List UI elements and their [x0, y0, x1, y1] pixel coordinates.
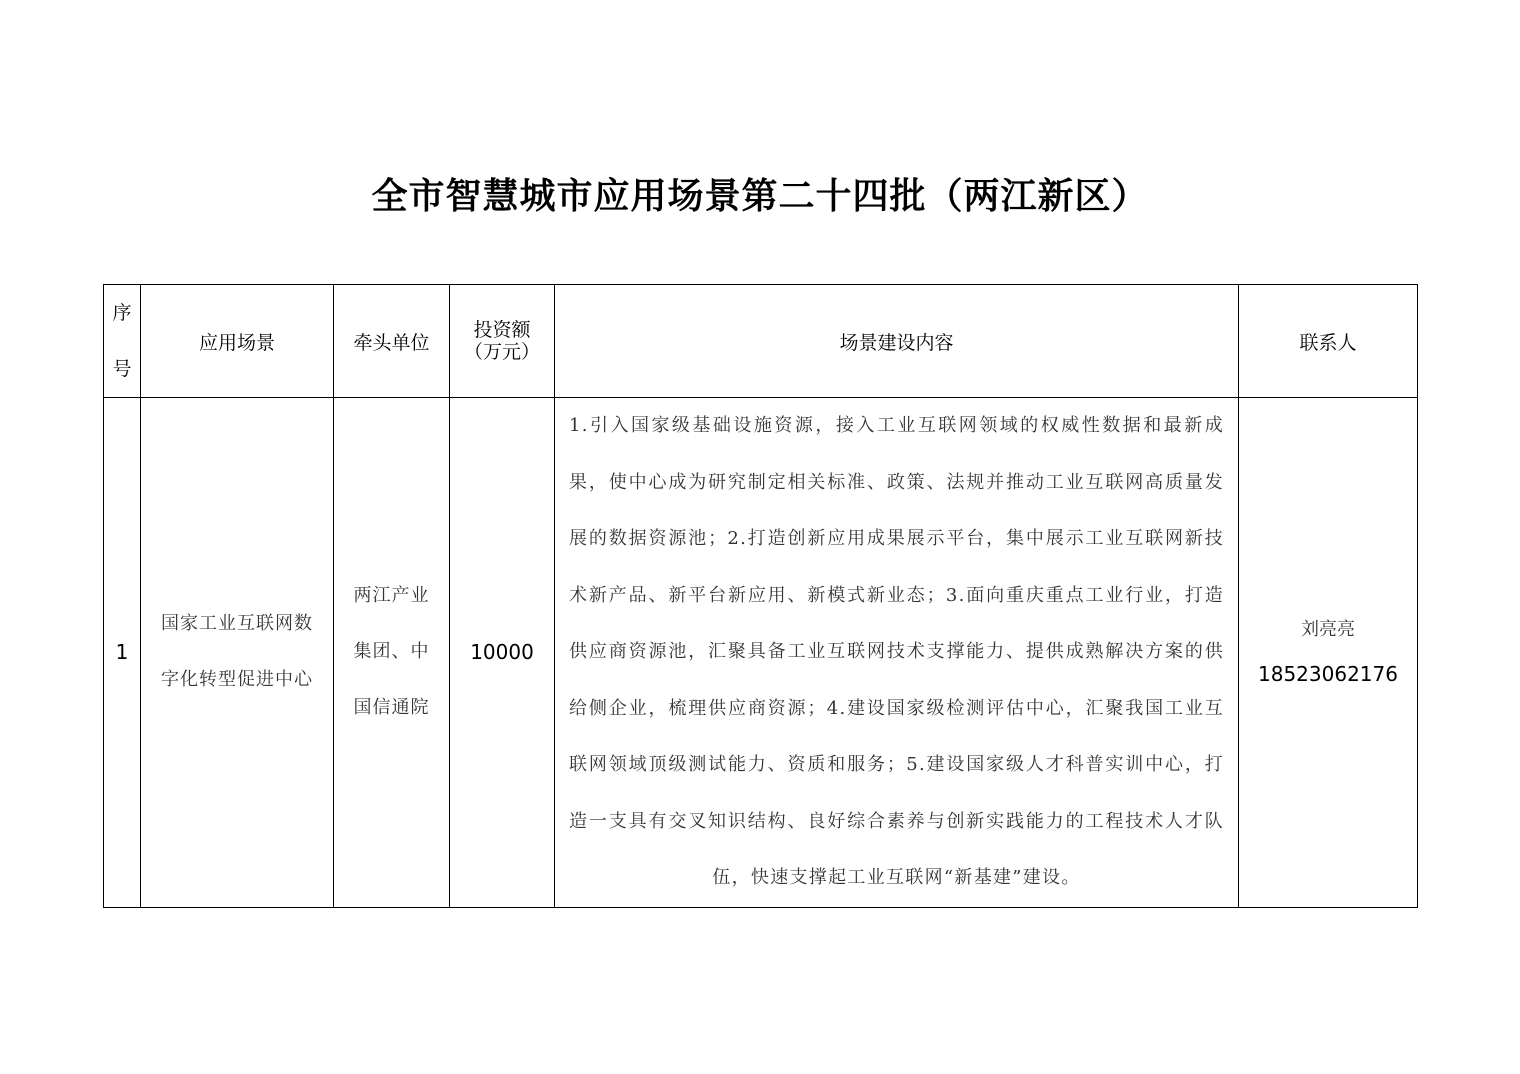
header-scene: 应用场景 [141, 285, 334, 398]
row-contact-name: 刘亮亮 [1301, 619, 1355, 641]
header-investment-line2: （万元） [463, 341, 540, 363]
row-scene: 国家工业互联网数字化转型促进中心 [161, 613, 313, 691]
cell-lead-unit [334, 398, 450, 908]
header-investment-line1: 投资额 [473, 319, 531, 341]
cell-content [555, 398, 1239, 908]
row-contact-phone: 18523062176 [1258, 662, 1398, 687]
page-title: 全市智慧城市应用场景第二十四批（两江新区） [371, 175, 1149, 217]
header-seq [104, 285, 141, 398]
header-lead-unit: 牵头单位 [334, 285, 450, 398]
cell-investment [450, 398, 555, 908]
cell-contact [1239, 398, 1418, 908]
header-contact: 联系人 [1239, 285, 1418, 398]
header-seq-line2: 号 [112, 358, 132, 380]
row-investment: 10000 [470, 640, 534, 665]
header-content: 场景建设内容 [555, 285, 1239, 398]
row-content: 1.引入国家级基础设施资源，接入工业互联网领域的权威性数据和最新成果，使中心成为研究制定相关标准、政策、法规并推动工业互联网高质量发展的数据资源池；2.打造创新应用成果展示平台，集中展示工业互联网新技术新产品、新平台新应用、新模式新业态；3.面向重庆重点工业行业，打造供应商资源池，汇聚具备工业互联网技术支撑能力、提供成熟解决方案的供给侧企业，梳理供应商资源；4.建设国家级检测评估中心，汇聚我国工业互联网领域顶级测试能力、资质和服务；5.建设国家级人才科普实训中心，打造一支具有交叉知识结构、良好综合素养与创新实践能力的工程技术人才队伍，快速支撑起工业互联网“新基建”建设。 [569, 415, 1224, 888]
cell-seq [104, 398, 141, 908]
header-row [104, 285, 1418, 398]
scenario-table [103, 284, 1418, 908]
table-row [104, 398, 1418, 908]
header-seq-line1: 序 [112, 302, 132, 324]
row-lead-unit: 两江产业集团、中国信通院 [353, 585, 430, 719]
cell-scene [141, 398, 334, 908]
header-investment [450, 285, 555, 398]
row-seq: 1 [115, 640, 129, 665]
